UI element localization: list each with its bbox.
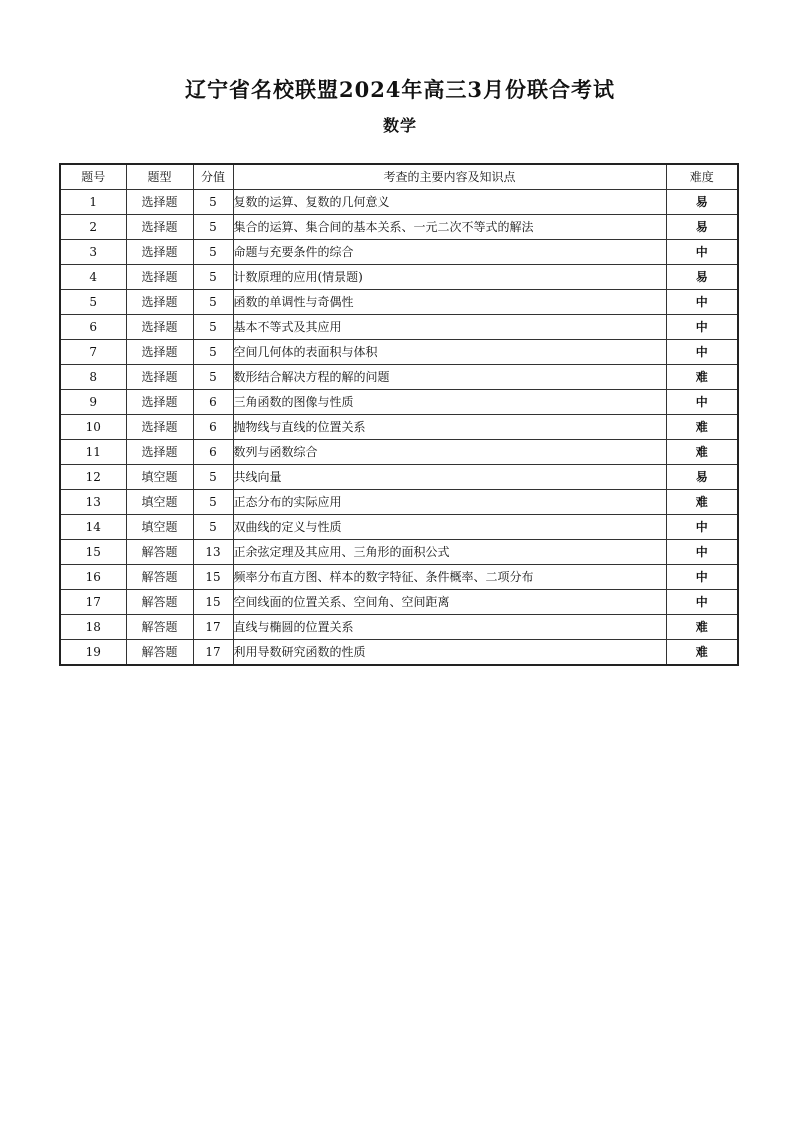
table-row bbox=[60, 340, 738, 365]
difficulty-cell: 难 bbox=[666, 365, 738, 390]
content-cell: 频率分布直方图、样本的数字特征、条件概率、二项分布 bbox=[233, 565, 666, 590]
question-type-cell: 填空题 bbox=[126, 465, 193, 490]
question-type-cell: 选择题 bbox=[126, 365, 193, 390]
content-cell: 利用导数研究函数的性质 bbox=[233, 640, 666, 666]
content-cell: 双曲线的定义与性质 bbox=[233, 515, 666, 540]
difficulty-cell: 中 bbox=[666, 590, 738, 615]
question-number-cell: 15 bbox=[60, 540, 126, 565]
question-type-cell: 填空题 bbox=[126, 490, 193, 515]
question-number-cell: 12 bbox=[60, 465, 126, 490]
table-row bbox=[60, 490, 738, 515]
score-cell: 5 bbox=[193, 290, 233, 315]
exam-analysis-table bbox=[59, 163, 739, 666]
question-type-cell: 解答题 bbox=[126, 540, 193, 565]
question-type-cell: 选择题 bbox=[126, 390, 193, 415]
score-cell: 5 bbox=[193, 215, 233, 240]
content-cell: 三角函数的图像与性质 bbox=[233, 390, 666, 415]
table-row bbox=[60, 540, 738, 565]
table-row bbox=[60, 265, 738, 290]
score-cell: 5 bbox=[193, 190, 233, 215]
table-row bbox=[60, 190, 738, 215]
score-cell: 6 bbox=[193, 440, 233, 465]
score-cell: 17 bbox=[193, 615, 233, 640]
question-type-cell: 解答题 bbox=[126, 590, 193, 615]
question-number-cell: 14 bbox=[60, 515, 126, 540]
question-number-cell: 16 bbox=[60, 565, 126, 590]
table-row bbox=[60, 590, 738, 615]
table-header-row bbox=[60, 164, 738, 190]
question-type-cell: 选择题 bbox=[126, 290, 193, 315]
difficulty-cell: 中 bbox=[666, 565, 738, 590]
table-row bbox=[60, 415, 738, 440]
score-cell: 15 bbox=[193, 565, 233, 590]
score-cell: 17 bbox=[193, 640, 233, 666]
content-cell: 空间线面的位置关系、空间角、空间距离 bbox=[233, 590, 666, 615]
question-type-cell: 选择题 bbox=[126, 265, 193, 290]
question-number-cell: 6 bbox=[60, 315, 126, 340]
question-number-cell: 7 bbox=[60, 340, 126, 365]
table-row bbox=[60, 440, 738, 465]
score-cell: 6 bbox=[193, 390, 233, 415]
table-row bbox=[60, 515, 738, 540]
question-number-cell: 10 bbox=[60, 415, 126, 440]
table-row bbox=[60, 215, 738, 240]
content-cell: 集合的运算、集合间的基本关系、一元二次不等式的解法 bbox=[233, 215, 666, 240]
content-cell: 函数的单调性与奇偶性 bbox=[233, 290, 666, 315]
score-cell: 15 bbox=[193, 590, 233, 615]
table-row bbox=[60, 565, 738, 590]
difficulty-cell: 易 bbox=[666, 215, 738, 240]
difficulty-cell: 中 bbox=[666, 290, 738, 315]
question-number-cell: 8 bbox=[60, 365, 126, 390]
difficulty-cell: 中 bbox=[666, 240, 738, 265]
score-cell: 5 bbox=[193, 240, 233, 265]
table-row bbox=[60, 390, 738, 415]
content-cell: 直线与椭圆的位置关系 bbox=[233, 615, 666, 640]
header-difficulty: 难度 bbox=[666, 164, 738, 190]
question-type-cell: 选择题 bbox=[126, 215, 193, 240]
difficulty-cell: 难 bbox=[666, 415, 738, 440]
header-question-type: 题型 bbox=[126, 164, 193, 190]
question-number-cell: 5 bbox=[60, 290, 126, 315]
question-type-cell: 选择题 bbox=[126, 240, 193, 265]
difficulty-cell: 难 bbox=[666, 615, 738, 640]
score-cell: 6 bbox=[193, 415, 233, 440]
table-row bbox=[60, 615, 738, 640]
question-type-cell: 填空题 bbox=[126, 515, 193, 540]
question-number-cell: 1 bbox=[60, 190, 126, 215]
content-cell: 空间几何体的表面积与体积 bbox=[233, 340, 666, 365]
header-score: 分值 bbox=[193, 164, 233, 190]
table-body bbox=[60, 190, 738, 666]
difficulty-cell: 中 bbox=[666, 340, 738, 365]
score-cell: 5 bbox=[193, 340, 233, 365]
table-row bbox=[60, 240, 738, 265]
difficulty-cell: 难 bbox=[666, 440, 738, 465]
question-type-cell: 选择题 bbox=[126, 440, 193, 465]
question-number-cell: 4 bbox=[60, 265, 126, 290]
header-question-number: 题号 bbox=[60, 164, 126, 190]
content-cell: 抛物线与直线的位置关系 bbox=[233, 415, 666, 440]
table-row bbox=[60, 290, 738, 315]
score-cell: 5 bbox=[193, 465, 233, 490]
score-cell: 5 bbox=[193, 265, 233, 290]
difficulty-cell: 中 bbox=[666, 390, 738, 415]
table-row bbox=[60, 315, 738, 340]
question-type-cell: 选择题 bbox=[126, 315, 193, 340]
difficulty-cell: 难 bbox=[666, 490, 738, 515]
question-type-cell: 选择题 bbox=[126, 415, 193, 440]
score-cell: 13 bbox=[193, 540, 233, 565]
question-number-cell: 3 bbox=[60, 240, 126, 265]
table-row bbox=[60, 640, 738, 666]
table-row bbox=[60, 365, 738, 390]
content-cell: 正态分布的实际应用 bbox=[233, 490, 666, 515]
question-type-cell: 解答题 bbox=[126, 615, 193, 640]
content-cell: 数形结合解决方程的解的问题 bbox=[233, 365, 666, 390]
content-cell: 正余弦定理及其应用、三角形的面积公式 bbox=[233, 540, 666, 565]
question-type-cell: 解答题 bbox=[126, 640, 193, 666]
question-type-cell: 选择题 bbox=[126, 340, 193, 365]
difficulty-cell: 中 bbox=[666, 540, 738, 565]
content-cell: 基本不等式及其应用 bbox=[233, 315, 666, 340]
content-cell: 命题与充要条件的综合 bbox=[233, 240, 666, 265]
question-number-cell: 17 bbox=[60, 590, 126, 615]
score-cell: 5 bbox=[193, 490, 233, 515]
score-cell: 5 bbox=[193, 365, 233, 390]
difficulty-cell: 易 bbox=[666, 265, 738, 290]
score-cell: 5 bbox=[193, 315, 233, 340]
content-cell: 计数原理的应用(情景题) bbox=[233, 265, 666, 290]
content-cell: 数列与函数综合 bbox=[233, 440, 666, 465]
difficulty-cell: 易 bbox=[666, 190, 738, 215]
difficulty-cell: 中 bbox=[666, 515, 738, 540]
content-cell: 共线向量 bbox=[233, 465, 666, 490]
table-row bbox=[60, 465, 738, 490]
question-number-cell: 2 bbox=[60, 215, 126, 240]
question-number-cell: 13 bbox=[60, 490, 126, 515]
question-number-cell: 18 bbox=[60, 615, 126, 640]
document-subtitle: 数学 bbox=[382, 116, 417, 135]
score-cell: 5 bbox=[193, 515, 233, 540]
difficulty-cell: 易 bbox=[666, 465, 738, 490]
question-type-cell: 选择题 bbox=[126, 190, 193, 215]
question-number-cell: 11 bbox=[60, 440, 126, 465]
question-type-cell: 解答题 bbox=[126, 565, 193, 590]
content-cell: 复数的运算、复数的几何意义 bbox=[233, 190, 666, 215]
question-number-cell: 19 bbox=[60, 640, 126, 666]
question-number-cell: 9 bbox=[60, 390, 126, 415]
difficulty-cell: 中 bbox=[666, 315, 738, 340]
header-content: 考查的主要内容及知识点 bbox=[233, 164, 666, 190]
document-title: 辽宁省名校联盟2024年高三3月份联合考试 bbox=[184, 77, 616, 102]
difficulty-cell: 难 bbox=[666, 640, 738, 666]
